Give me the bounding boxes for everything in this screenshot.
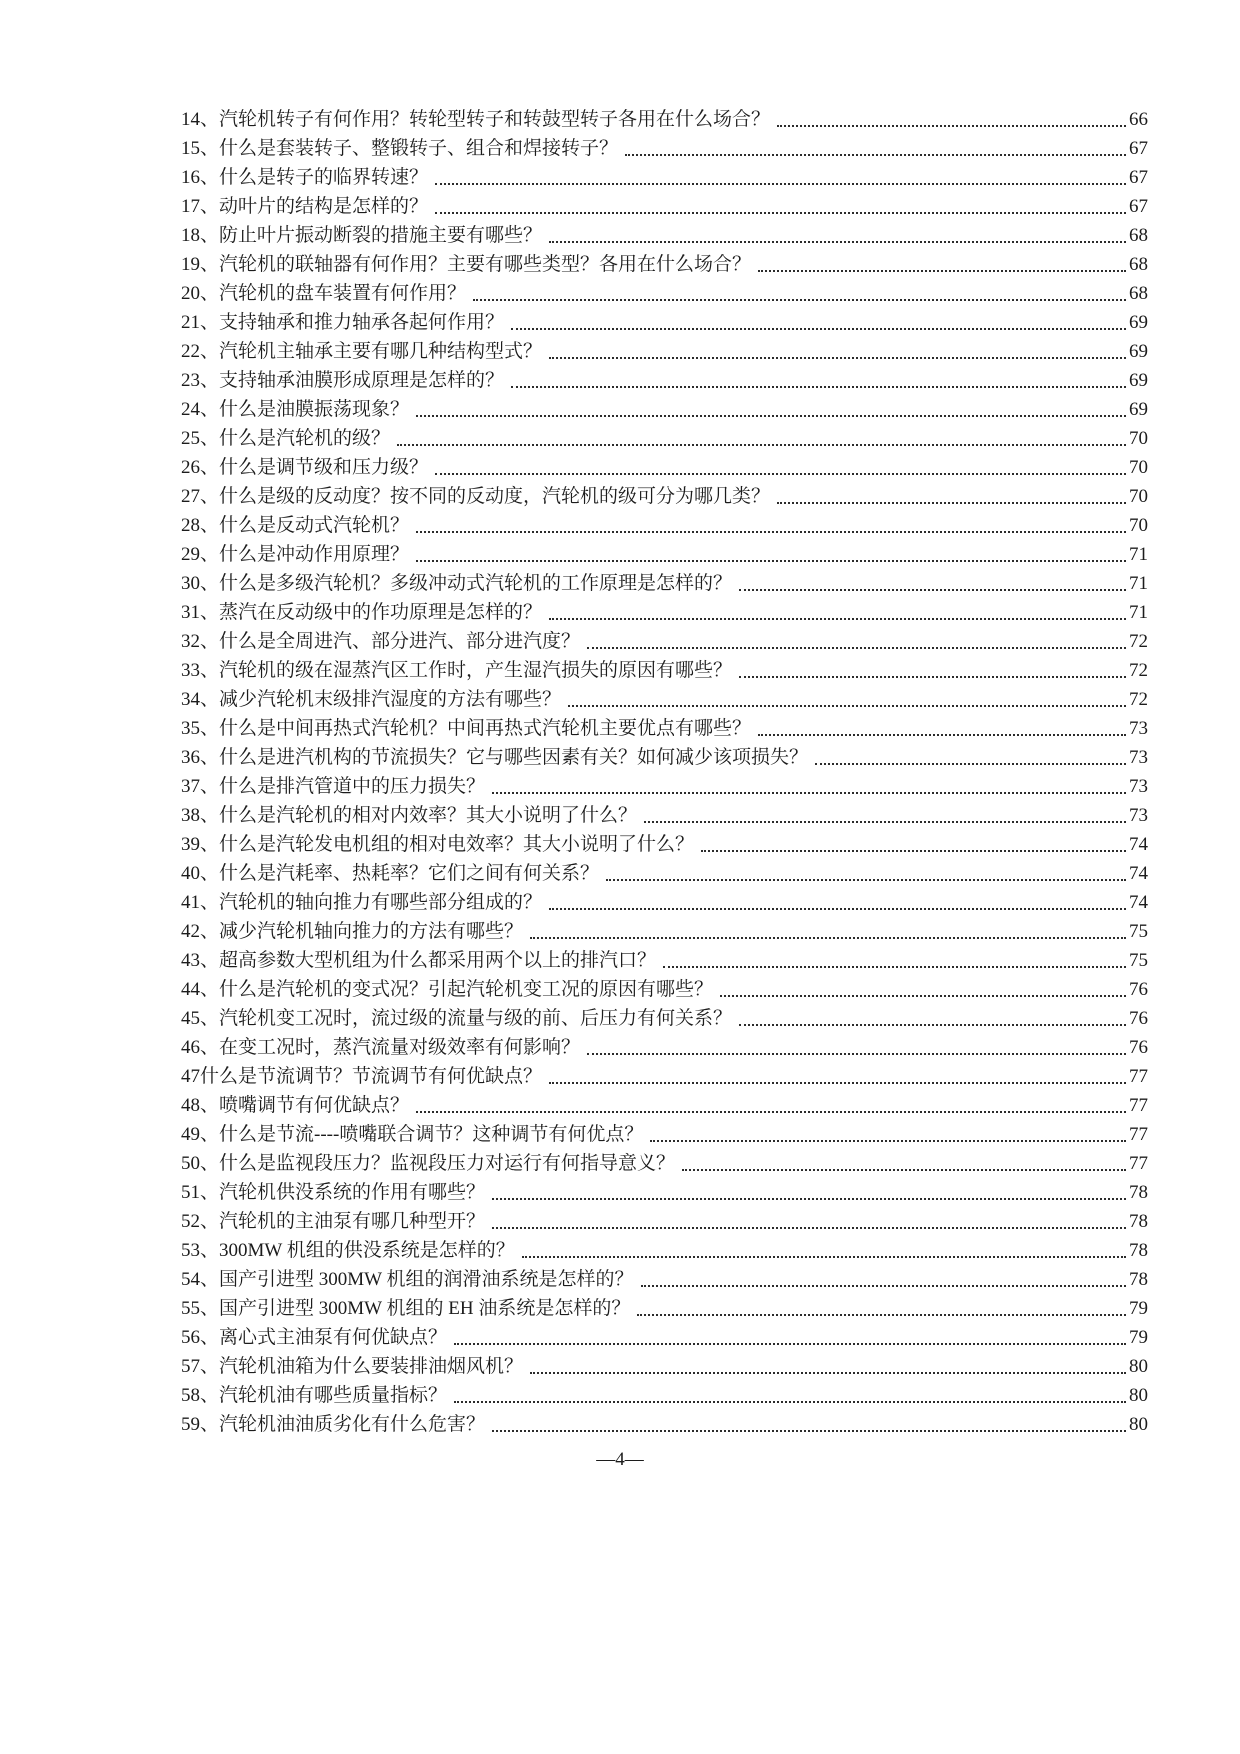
toc-entry bbox=[181, 161, 1148, 190]
toc-entry-page-number: 74 bbox=[1129, 863, 1148, 884]
toc-entry bbox=[181, 103, 1148, 132]
toc-entry bbox=[181, 770, 1148, 799]
dotted-leader bbox=[492, 1429, 1126, 1432]
dotted-leader bbox=[606, 878, 1126, 881]
toc-entry-number: 24、 bbox=[181, 399, 220, 420]
toc-entry bbox=[181, 654, 1148, 683]
toc-entry-page-number: 78 bbox=[1129, 1269, 1148, 1290]
toc-entry-title: 动叶片的结构是怎样的？ bbox=[219, 196, 429, 217]
toc-entry-number: 34、 bbox=[181, 689, 220, 710]
toc-entry bbox=[181, 364, 1148, 393]
toc-entry-number: 43、 bbox=[181, 950, 220, 971]
toc-entry-title: 什么是多级汽轮机？多级冲动式汽轮机的工作原理是怎样的？ bbox=[219, 573, 733, 594]
dotted-leader bbox=[815, 762, 1126, 765]
dotted-leader bbox=[549, 617, 1126, 620]
toc-entry-page-number: 67 bbox=[1129, 167, 1148, 188]
toc-entry-number: 37、 bbox=[181, 776, 220, 797]
toc-entry-number: 51、 bbox=[181, 1182, 220, 1203]
toc-entry-title: 汽轮机供没系统的作用有哪些？ bbox=[219, 1182, 486, 1203]
toc-entry-page-number: 79 bbox=[1129, 1298, 1148, 1319]
toc-entry-title: 汽轮机的级在湿蒸汽区工作时，产生湿汽损失的原因有哪些？ bbox=[219, 660, 733, 681]
toc-entry-page-number: 71 bbox=[1129, 573, 1148, 594]
toc-entry-page-number: 67 bbox=[1129, 196, 1148, 217]
toc-list bbox=[181, 103, 1148, 1437]
toc-entry-page-number: 71 bbox=[1129, 602, 1148, 623]
dotted-leader bbox=[758, 733, 1126, 736]
toc-entry-title: 汽轮机转子有何作用？转轮型转子和转鼓型转子各用在什么场合？ bbox=[219, 109, 771, 130]
dotted-leader bbox=[416, 559, 1126, 562]
toc-entry bbox=[181, 886, 1148, 915]
toc-entry-number: 58、 bbox=[181, 1385, 220, 1406]
footer-page-number: —4— bbox=[596, 1449, 644, 1470]
toc-entry bbox=[181, 277, 1148, 306]
dotted-leader bbox=[549, 1081, 1126, 1084]
toc-entry-title: 汽轮机的盘车装置有何作用？ bbox=[219, 283, 467, 304]
toc-entry-title: 300MW 机组的供没系统是怎样的？ bbox=[219, 1240, 515, 1261]
toc-entry-number: 22、 bbox=[181, 341, 220, 362]
toc-entry-page-number: 72 bbox=[1129, 689, 1148, 710]
dotted-leader bbox=[720, 994, 1126, 997]
toc-entry-number: 14、 bbox=[181, 109, 220, 130]
toc-entry-number: 57、 bbox=[181, 1356, 220, 1377]
toc-entry-title: 什么是中间再热式汽轮机？中间再热式汽轮机主要优点有哪些？ bbox=[219, 718, 752, 739]
toc-entry-page-number: 76 bbox=[1129, 979, 1148, 1000]
dotted-leader bbox=[625, 153, 1126, 156]
toc-entry bbox=[181, 1147, 1148, 1176]
dotted-leader bbox=[739, 588, 1126, 591]
toc-entry-number: 47 bbox=[181, 1066, 200, 1087]
toc-entry-number: 41、 bbox=[181, 892, 220, 913]
toc-entry-number: 32、 bbox=[181, 631, 220, 652]
dotted-leader bbox=[435, 472, 1126, 475]
toc-entry bbox=[181, 393, 1148, 422]
dotted-leader bbox=[492, 1197, 1126, 1200]
dotted-leader bbox=[454, 1342, 1126, 1345]
dotted-leader bbox=[701, 849, 1126, 852]
toc-entry-number: 29、 bbox=[181, 544, 220, 565]
toc-entry-number: 52、 bbox=[181, 1211, 220, 1232]
toc-entry-number: 17、 bbox=[181, 196, 220, 217]
toc-entry-number: 21、 bbox=[181, 312, 220, 333]
toc-entry-number: 56、 bbox=[181, 1327, 220, 1348]
toc-entry bbox=[181, 422, 1148, 451]
toc-entry bbox=[181, 625, 1148, 654]
toc-entry-number: 33、 bbox=[181, 660, 220, 681]
toc-entry-page-number: 78 bbox=[1129, 1182, 1148, 1203]
toc-entry-number: 28、 bbox=[181, 515, 220, 536]
toc-entry-title: 汽轮机的轴向推力有哪些部分组成的？ bbox=[219, 892, 543, 913]
toc-entry bbox=[181, 828, 1148, 857]
toc-entry-title: 减少汽轮机轴向推力的方法有哪些？ bbox=[219, 921, 524, 942]
toc-entry-page-number: 78 bbox=[1129, 1211, 1148, 1232]
dotted-leader bbox=[549, 356, 1126, 359]
toc-entry-page-number: 70 bbox=[1129, 515, 1148, 536]
toc-entry bbox=[181, 857, 1148, 886]
toc-entry-title: 什么是反动式汽轮机？ bbox=[219, 515, 410, 536]
toc-entry-number: 15、 bbox=[181, 138, 220, 159]
toc-entry-number: 35、 bbox=[181, 718, 220, 739]
dotted-leader bbox=[416, 530, 1126, 533]
toc-entry-title: 汽轮机的联轴器有何作用？主要有哪些类型？各用在什么场合？ bbox=[219, 254, 752, 275]
toc-entry bbox=[181, 915, 1148, 944]
dotted-leader bbox=[473, 298, 1126, 301]
toc-entry bbox=[181, 509, 1148, 538]
toc-entry bbox=[181, 1060, 1148, 1089]
toc-entry-page-number: 80 bbox=[1129, 1385, 1148, 1406]
toc-entry bbox=[181, 1292, 1148, 1321]
toc-entry-page-number: 68 bbox=[1129, 283, 1148, 304]
toc-entry-title: 蒸汽在反动级中的作功原理是怎样的？ bbox=[219, 602, 543, 623]
dotted-leader bbox=[530, 1371, 1126, 1374]
toc-entry-number: 31、 bbox=[181, 602, 220, 623]
toc-entry-page-number: 70 bbox=[1129, 486, 1148, 507]
toc-entry-title: 什么是冲动作用原理？ bbox=[219, 544, 410, 565]
toc-entry-title: 什么是汽轮机的变式况？引起汽轮机变工况的原因有哪些？ bbox=[219, 979, 714, 1000]
toc-entry-number: 48、 bbox=[181, 1095, 220, 1116]
toc-entry-title: 什么是汽耗率、热耗率？它们之间有何关系？ bbox=[219, 863, 600, 884]
toc-entry-page-number: 74 bbox=[1129, 892, 1148, 913]
toc-entry-title: 什么是节流调节？节流调节有何优缺点？ bbox=[200, 1066, 543, 1087]
dotted-leader bbox=[644, 820, 1126, 823]
toc-entry bbox=[181, 596, 1148, 625]
toc-entry-number: 50、 bbox=[181, 1153, 220, 1174]
toc-entry bbox=[181, 1002, 1148, 1031]
toc-entry bbox=[181, 219, 1148, 248]
toc-entry-title: 什么是转子的临界转速？ bbox=[219, 167, 429, 188]
toc-entry-number: 49、 bbox=[181, 1124, 220, 1145]
toc-entry-title: 汽轮机主轴承主要有哪几种结构型式？ bbox=[219, 341, 543, 362]
toc-entry-title: 什么是监视段压力？监视段压力对运行有何指导意义？ bbox=[219, 1153, 676, 1174]
toc-entry-number: 38、 bbox=[181, 805, 220, 826]
toc-entry-title: 什么是调节级和压力级？ bbox=[219, 457, 429, 478]
dotted-leader bbox=[416, 1110, 1126, 1113]
toc-entry bbox=[181, 1089, 1148, 1118]
toc-entry-page-number: 80 bbox=[1129, 1414, 1148, 1435]
toc-entry-title: 在变工况时，蒸汽流量对级效率有何影响？ bbox=[219, 1037, 581, 1058]
toc-entry-page-number: 72 bbox=[1129, 660, 1148, 681]
toc-entry bbox=[181, 567, 1148, 596]
toc-entry bbox=[181, 973, 1148, 1002]
dotted-leader bbox=[637, 1313, 1126, 1316]
toc-entry bbox=[181, 480, 1148, 509]
toc-entry-number: 59、 bbox=[181, 1414, 220, 1435]
toc-entry-page-number: 75 bbox=[1129, 921, 1148, 942]
toc-entry-number: 55、 bbox=[181, 1298, 220, 1319]
toc-entry bbox=[181, 799, 1148, 828]
toc-entry-title: 汽轮机油有哪些质量指标？ bbox=[219, 1385, 448, 1406]
toc-entry bbox=[181, 683, 1148, 712]
dotted-leader bbox=[435, 182, 1126, 185]
toc-entry-title: 汽轮机油油质劣化有什么危害？ bbox=[219, 1414, 486, 1435]
toc-entry bbox=[181, 1350, 1148, 1379]
toc-entry-number: 30、 bbox=[181, 573, 220, 594]
toc-entry-page-number: 75 bbox=[1129, 950, 1148, 971]
toc-entry-page-number: 73 bbox=[1129, 805, 1148, 826]
toc-entry bbox=[181, 306, 1148, 335]
dotted-leader bbox=[530, 936, 1126, 939]
toc-entry-title: 什么是级的反动度？按不同的反动度，汽轮机的级可分为哪几类？ bbox=[219, 486, 771, 507]
dotted-leader bbox=[397, 443, 1126, 446]
toc-entry bbox=[181, 190, 1148, 219]
dotted-leader bbox=[739, 1023, 1126, 1026]
toc-entry-number: 16、 bbox=[181, 167, 220, 188]
dotted-leader bbox=[758, 269, 1126, 272]
toc-entry-number: 46、 bbox=[181, 1037, 220, 1058]
toc-entry-number: 25、 bbox=[181, 428, 220, 449]
toc-entry-title: 离心式主油泵有何优缺点？ bbox=[219, 1327, 448, 1348]
toc-entry bbox=[181, 248, 1148, 277]
dotted-leader bbox=[416, 414, 1126, 417]
toc-entry-page-number: 74 bbox=[1129, 834, 1148, 855]
toc-entry-number: 18、 bbox=[181, 225, 220, 246]
toc-entry-page-number: 76 bbox=[1129, 1037, 1148, 1058]
dotted-leader bbox=[777, 501, 1126, 504]
toc-entry-title: 支持轴承和推力轴承各起何作用？ bbox=[219, 312, 505, 333]
toc-entry bbox=[181, 1234, 1148, 1263]
toc-entry-page-number: 77 bbox=[1129, 1095, 1148, 1116]
toc-entry-title: 什么是汽轮机的级？ bbox=[219, 428, 391, 449]
toc-entry-number: 42、 bbox=[181, 921, 220, 942]
dotted-leader bbox=[587, 1052, 1126, 1055]
dotted-leader bbox=[522, 1255, 1126, 1258]
toc-entry bbox=[181, 1118, 1148, 1147]
toc-entry-number: 23、 bbox=[181, 370, 220, 391]
toc-entry-page-number: 69 bbox=[1129, 312, 1148, 333]
toc-entry-page-number: 77 bbox=[1129, 1153, 1148, 1174]
toc-entry-title: 什么是汽轮发电机组的相对电效率？其大小说明了什么？ bbox=[219, 834, 695, 855]
dotted-leader bbox=[663, 965, 1126, 968]
toc-entry-title: 国产引进型 300MW 机组的润滑油系统是怎样的？ bbox=[219, 1269, 634, 1290]
toc-entry-title: 超高参数大型机组为什么都采用两个以上的排汽口？ bbox=[219, 950, 657, 971]
toc-entry-number: 40、 bbox=[181, 863, 220, 884]
toc-entry-number: 39、 bbox=[181, 834, 220, 855]
toc-entry-title: 什么是汽轮机的相对内效率？其大小说明了什么？ bbox=[219, 805, 638, 826]
toc-entry-number: 26、 bbox=[181, 457, 220, 478]
toc-entry-title: 喷嘴调节有何优缺点？ bbox=[219, 1095, 410, 1116]
toc-entry-page-number: 80 bbox=[1129, 1356, 1148, 1377]
toc-entry-page-number: 70 bbox=[1129, 428, 1148, 449]
toc-entry-page-number: 70 bbox=[1129, 457, 1148, 478]
dotted-leader bbox=[435, 211, 1126, 214]
toc-entry-page-number: 72 bbox=[1129, 631, 1148, 652]
toc-entry-number: 54、 bbox=[181, 1269, 220, 1290]
toc-entry-title: 汽轮机变工况时，流过级的流量与级的前、后压力有何关系？ bbox=[219, 1008, 733, 1029]
toc-entry bbox=[181, 1205, 1148, 1234]
toc-entry-title: 汽轮机油箱为什么要装排油烟风机？ bbox=[219, 1356, 524, 1377]
toc-entry-title: 减少汽轮机末级排汽湿度的方法有哪些？ bbox=[219, 689, 562, 710]
toc-entry-title: 什么是套装转子、整锻转子、组合和焊接转子？ bbox=[219, 138, 619, 159]
dotted-leader bbox=[511, 327, 1126, 330]
toc-entry-title: 什么是节流----喷嘴联合调节？这种调节有何优点？ bbox=[219, 1124, 644, 1145]
dotted-leader bbox=[739, 675, 1126, 678]
toc-entry-number: 20、 bbox=[181, 283, 220, 304]
dotted-leader bbox=[682, 1168, 1126, 1171]
toc-entry-number: 36、 bbox=[181, 747, 220, 768]
dotted-leader bbox=[511, 385, 1126, 388]
toc-entry-title: 汽轮机的主油泵有哪几种型开？ bbox=[219, 1211, 486, 1232]
toc-entry-page-number: 68 bbox=[1129, 225, 1148, 246]
toc-entry bbox=[181, 451, 1148, 480]
toc-entry bbox=[181, 944, 1148, 973]
toc-entry bbox=[181, 335, 1148, 364]
toc-entry bbox=[181, 1408, 1148, 1437]
toc-entry bbox=[181, 1176, 1148, 1205]
toc-entry bbox=[181, 538, 1148, 567]
dotted-leader bbox=[549, 240, 1126, 243]
toc-entry bbox=[181, 1321, 1148, 1350]
toc-entry bbox=[181, 1031, 1148, 1060]
toc-entry-title: 什么是油膜振荡现象？ bbox=[219, 399, 410, 420]
toc-entry-title: 支持轴承油膜形成原理是怎样的？ bbox=[219, 370, 505, 391]
toc-entry-number: 27、 bbox=[181, 486, 220, 507]
toc-entry bbox=[181, 132, 1148, 161]
toc-entry-title: 什么是全周进汽、部分进汽、部分进汽度？ bbox=[219, 631, 581, 652]
dotted-leader bbox=[777, 124, 1126, 127]
toc-entry-page-number: 69 bbox=[1129, 370, 1148, 391]
toc-entry-page-number: 77 bbox=[1129, 1066, 1148, 1087]
dotted-leader bbox=[549, 907, 1126, 910]
toc-entry bbox=[181, 1379, 1148, 1408]
toc-entry-number: 45、 bbox=[181, 1008, 220, 1029]
toc-entry-title: 什么是进汽机构的节流损失？它与哪些因素有关？如何减少该项损失？ bbox=[219, 747, 809, 768]
toc-entry bbox=[181, 741, 1148, 770]
toc-entry-page-number: 69 bbox=[1129, 341, 1148, 362]
toc-entry-number: 53、 bbox=[181, 1240, 220, 1261]
toc-entry-page-number: 79 bbox=[1129, 1327, 1148, 1348]
toc-entry bbox=[181, 1263, 1148, 1292]
dotted-leader bbox=[492, 791, 1126, 794]
toc-entry-number: 44、 bbox=[181, 979, 220, 1000]
toc-entry-page-number: 71 bbox=[1129, 544, 1148, 565]
toc-entry-page-number: 77 bbox=[1129, 1124, 1148, 1145]
dotted-leader bbox=[568, 704, 1126, 707]
toc-entry-page-number: 69 bbox=[1129, 399, 1148, 420]
dotted-leader bbox=[454, 1400, 1126, 1403]
dotted-leader bbox=[587, 646, 1126, 649]
toc-entry-page-number: 67 bbox=[1129, 138, 1148, 159]
toc-entry-page-number: 73 bbox=[1129, 776, 1148, 797]
dotted-leader bbox=[641, 1284, 1126, 1287]
toc-entry-page-number: 76 bbox=[1129, 1008, 1148, 1029]
toc-entry-page-number: 68 bbox=[1129, 254, 1148, 275]
toc-entry-page-number: 73 bbox=[1129, 747, 1148, 768]
toc-entry-page-number: 66 bbox=[1129, 109, 1148, 130]
toc-entry-page-number: 73 bbox=[1129, 718, 1148, 739]
toc-entry-title: 防止叶片振动断裂的措施主要有哪些？ bbox=[219, 225, 543, 246]
dotted-leader bbox=[650, 1139, 1126, 1142]
toc-entry-number: 19、 bbox=[181, 254, 220, 275]
toc-entry-page-number: 78 bbox=[1129, 1240, 1148, 1261]
toc-entry-title: 国产引进型 300MW 机组的 EH 油系统是怎样的？ bbox=[219, 1298, 631, 1319]
dotted-leader bbox=[492, 1226, 1126, 1229]
toc-entry bbox=[181, 712, 1148, 741]
toc-entry-title: 什么是排汽管道中的压力损失？ bbox=[219, 776, 486, 797]
